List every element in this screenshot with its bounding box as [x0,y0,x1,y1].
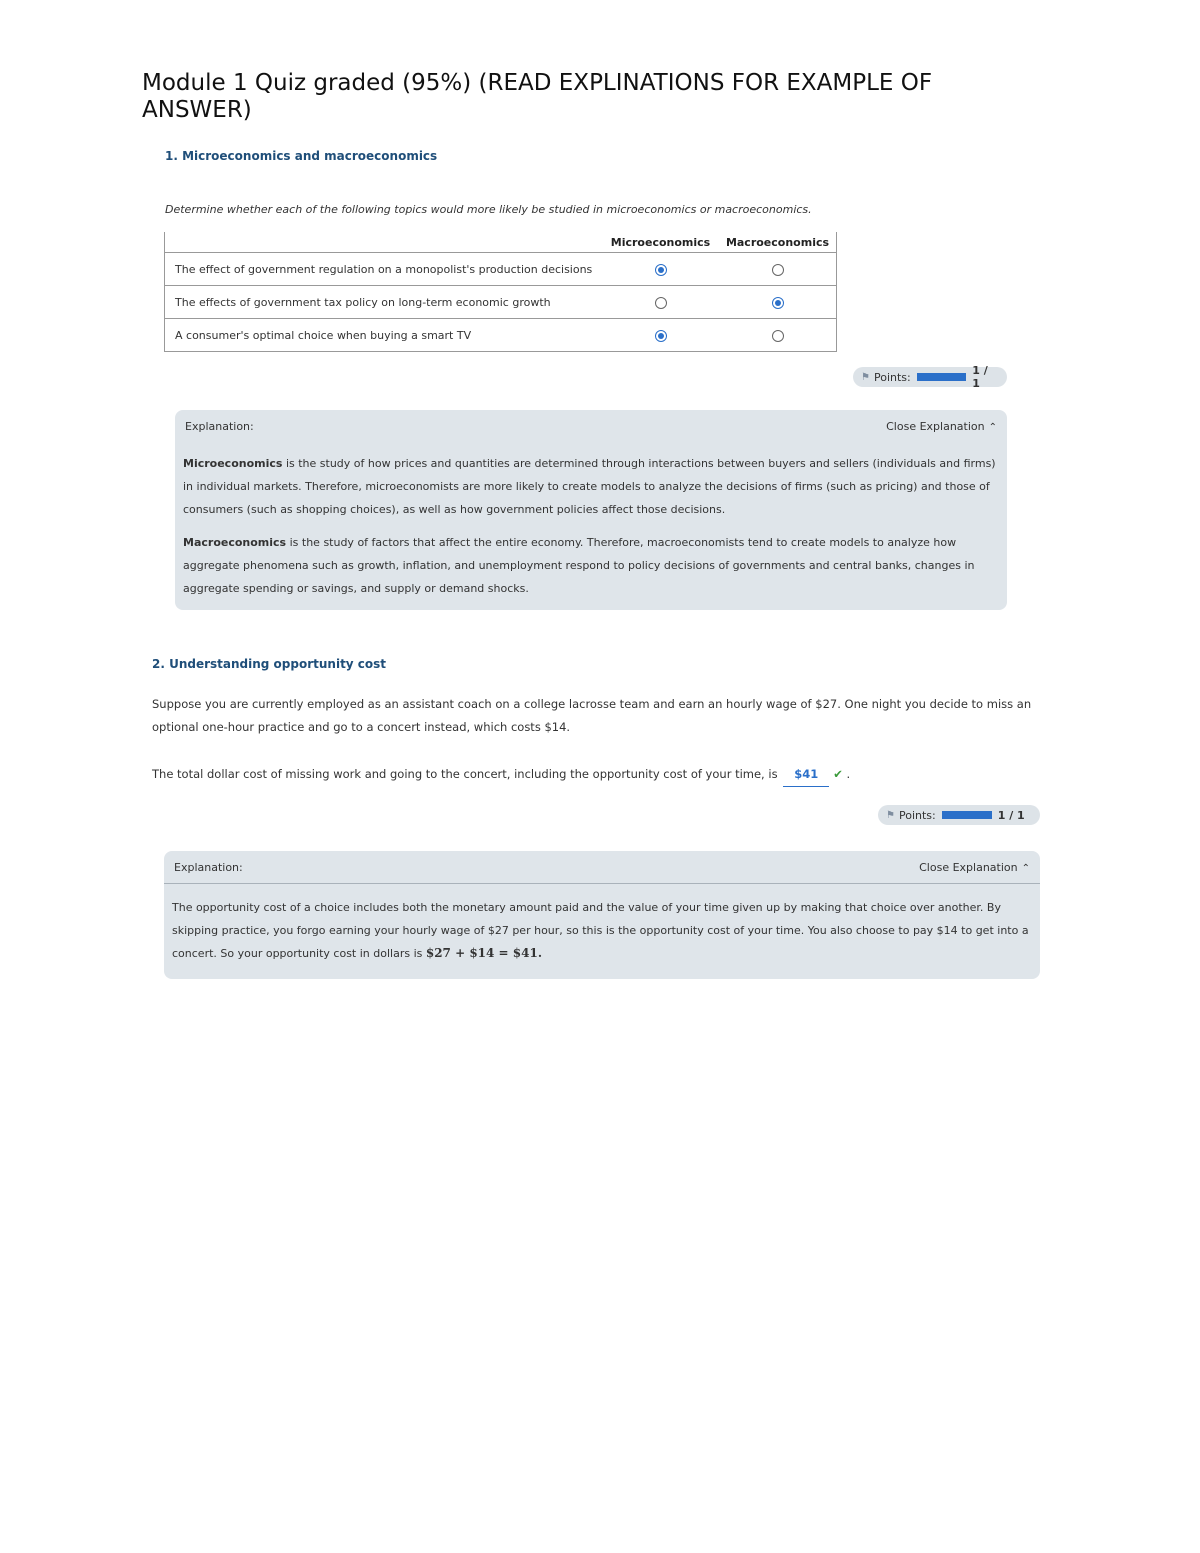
page-title: Module 1 Quiz graded (95%) (READ EXPLINATIONS FOR EXAMPLE OF ANSWER) [142,70,933,123]
explanation-label: Explanation: [185,419,254,433]
chevron-up-icon: ⌃ [988,421,997,433]
close-explanation-button[interactable] [919,861,1030,874]
points-label: Points: [898,808,936,822]
table-row [165,253,837,286]
topic-label: The effect of government regulation on a monopolist's production decisions [165,253,603,286]
close-explanation-label: Close Explanation [886,419,985,433]
micro-radio-selected[interactable] [655,264,667,276]
micro-definition: is the study of how prices and quantities are determined through interactions between buyers and sellers (individuals and firms) in individual markets. Therefore, microeconomists are more likely to create models to analyze the decisions of firms (such as pricing) and those of consumers (such as shopping choices), as well as how government policies affect those decisions. [183,457,996,516]
flag-icon: ⚑ [861,371,870,383]
question-1-heading: 1. Microeconomics and macroeconomics [165,149,438,163]
chevron-up-icon: ⌃ [1021,862,1030,874]
micro-radio-selected[interactable] [655,330,667,342]
question-1-instruction: Determine whether each of the following topics would more likely be studied in microeconomics or macroeconomics. [165,203,812,216]
table-row [165,319,837,352]
macro-term: Macroeconomics [183,536,287,549]
topic-label: The effects of government tax policy on long-term economic growth [165,286,603,319]
explanation-panel [175,410,1007,610]
points-label: Points: [873,370,911,384]
macro-radio[interactable] [772,330,784,342]
question-2-heading: 2. Understanding opportunity cost [152,657,387,671]
macro-definition: is the study of factors that affect the entire economy. Therefore, macroeconomists tend to create models to analyze how aggregate phenomena such as growth, inflation, and unemployment respond to policy decisions of governments and central banks, changes in aggregate spending or savings, and supply or demand shocks. [183,536,975,595]
close-explanation-label: Close Explanation [919,860,1018,874]
topic-column-header [165,232,603,253]
micro-term: Microeconomics [183,457,283,470]
question-2-scenario: Suppose you are currently employed as an assistant coach on a college lacrosse team and earn an hourly wage of $27. One night you decide to miss an optional one-hour practice and go to a concert instead, which costs $14. [152,697,1032,734]
explanation-label: Explanation: [174,860,243,874]
points-badge [878,805,1040,825]
points-progress-bar [917,373,967,381]
micro-radio[interactable] [655,297,667,309]
points-progress-bar [942,811,992,819]
question-2-suffix: . [846,767,851,781]
table-row [165,286,837,319]
explanation-panel [164,851,1040,979]
points-badge [853,364,1007,390]
opportunity-cost-equation: $27 + $14 = $41. [425,946,543,960]
check-icon: ✔ [833,767,843,781]
macro-radio-selected[interactable] [772,297,784,309]
question-2-prompt [152,763,1052,787]
opportunity-cost-explanation: The opportunity cost of a choice includes both the monetary amount paid and the value of your time given up by making that choice over another. By skipping practice, you forgo earning your hourly wage of $27 per hour, so this is the opportunity cost of your time. You also choose to pay $14 to get into a concert. So your opportunity cost in dollars is [172,901,1029,960]
close-explanation-button[interactable] [886,420,997,433]
micro-column-header: Microeconomics [602,232,719,253]
points-score: 1 / 1 [972,364,988,390]
answer-field[interactable]: $41 [783,763,829,787]
macro-column-header: Macroeconomics [719,232,837,253]
macro-radio[interactable] [772,264,784,276]
topic-label: A consumer's optimal choice when buying a smart TV [165,319,603,352]
topic-classification-table [164,232,837,352]
question-2-prefix: The total dollar cost of missing work and going to the concert, including the opportunity cost of your time, is [152,767,778,781]
points-score: 1 / 1 [997,808,1025,822]
flag-icon: ⚑ [886,809,895,821]
